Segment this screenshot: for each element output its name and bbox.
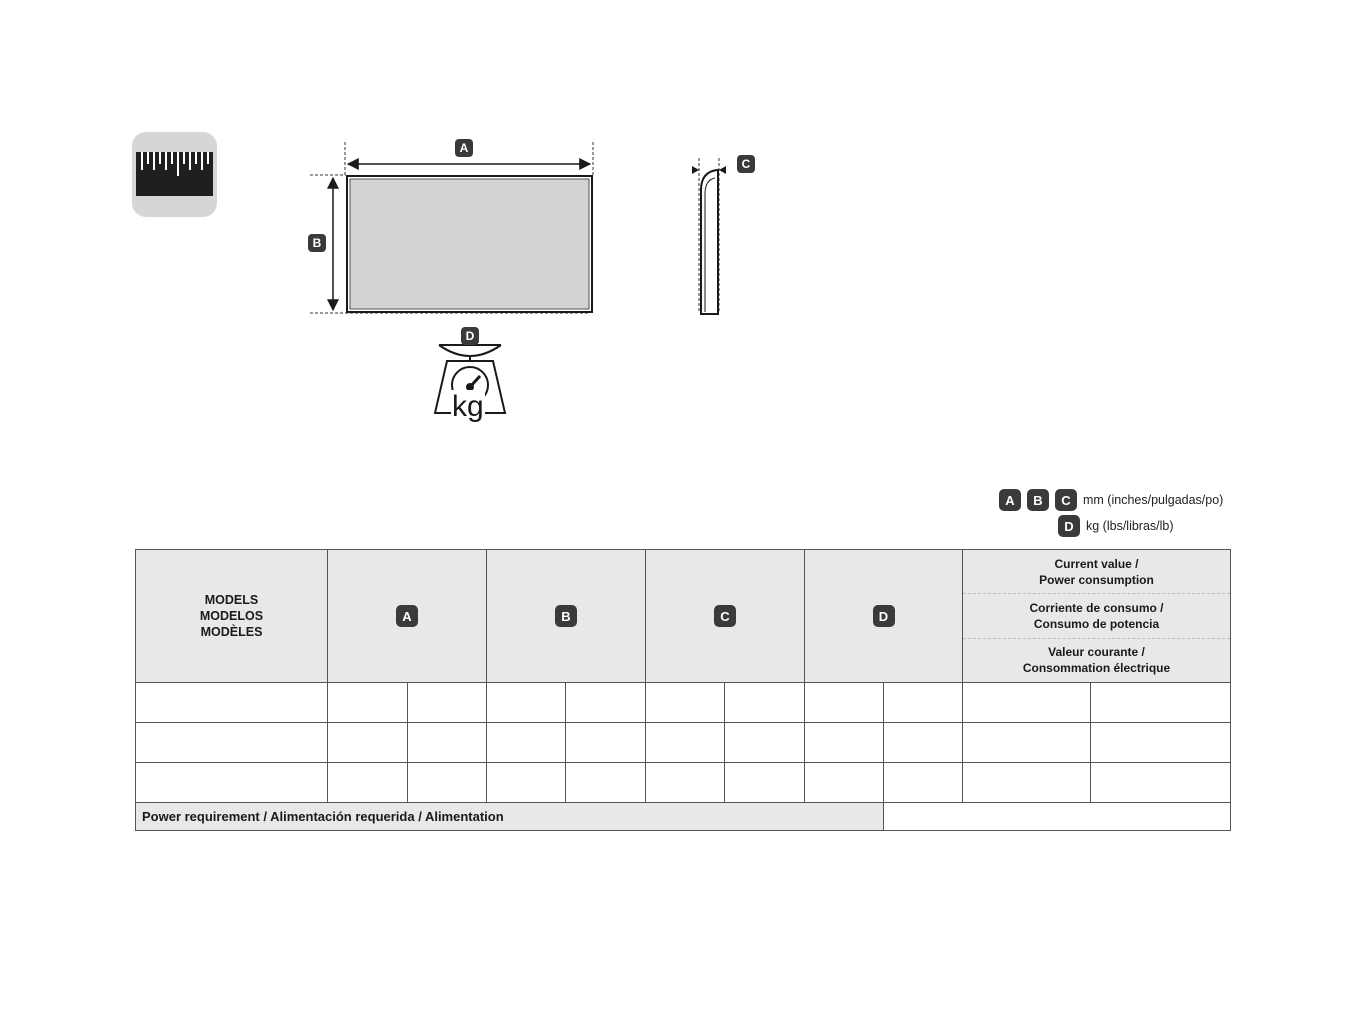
consumption-header-fr: Valeur courante / Consommation électrique [963, 638, 1230, 682]
dimension-c-badge: C [737, 155, 755, 173]
specifications-table [135, 549, 1231, 831]
model-cell[interactable] [136, 683, 328, 723]
value-cell[interactable] [1091, 763, 1231, 803]
value-cell[interactable] [566, 763, 646, 803]
ruler-icon [132, 132, 217, 217]
value-cell[interactable] [646, 683, 725, 723]
value-cell[interactable] [884, 683, 963, 723]
value-cell[interactable] [805, 763, 884, 803]
value-cell[interactable] [884, 763, 963, 803]
side-view-diagram [685, 150, 730, 320]
dimension-units-legend [999, 489, 1223, 511]
value-cell[interactable] [884, 723, 963, 763]
value-cell[interactable] [805, 683, 884, 723]
value-cell[interactable] [408, 683, 487, 723]
table-row [136, 723, 1231, 763]
value-cell[interactable] [328, 723, 408, 763]
legend-a-badge: A [999, 489, 1021, 511]
legend-d-badge: D [1058, 515, 1080, 537]
value-cell[interactable] [725, 763, 805, 803]
model-cell[interactable] [136, 763, 328, 803]
column-b-header [487, 550, 646, 683]
column-a-badge: A [396, 605, 418, 627]
model-cell[interactable] [136, 723, 328, 763]
consumption-header-en: Current value / Power consumption [1039, 556, 1154, 587]
value-cell[interactable] [487, 723, 566, 763]
column-b-badge: B [555, 605, 577, 627]
value-cell[interactable] [408, 723, 487, 763]
models-header [136, 550, 328, 683]
value-cell[interactable] [725, 723, 805, 763]
power-requirement-value[interactable] [884, 803, 1231, 831]
legend-b-badge: B [1027, 489, 1049, 511]
dimension-a-badge: A [455, 139, 473, 157]
value-cell[interactable] [725, 683, 805, 723]
consumption-header-es: Corriente de consumo / Consumo de potencia [963, 593, 1230, 637]
column-d-badge: D [873, 605, 895, 627]
dimension-b-badge: B [308, 234, 326, 252]
weight-units-legend [1058, 515, 1174, 537]
value-cell[interactable] [566, 723, 646, 763]
legend-c-badge: C [1055, 489, 1077, 511]
models-header-es: MODELOS [199, 609, 264, 623]
value-cell[interactable] [1091, 723, 1231, 763]
weight-d-badge: D [461, 327, 479, 345]
value-cell[interactable] [408, 763, 487, 803]
value-cell[interactable] [328, 683, 408, 723]
value-cell[interactable] [963, 723, 1091, 763]
front-view-diagram [300, 130, 610, 330]
value-cell[interactable] [328, 763, 408, 803]
value-cell[interactable] [963, 683, 1091, 723]
models-header-fr: MODÈLES [200, 625, 263, 639]
value-cell[interactable] [487, 683, 566, 723]
value-cell[interactable] [1091, 683, 1231, 723]
dimension-units-text: mm (inches/pulgadas/po) [1083, 493, 1224, 507]
table-row [136, 683, 1231, 723]
value-cell[interactable] [487, 763, 566, 803]
consumption-header [963, 550, 1231, 683]
column-c-header [646, 550, 805, 683]
models-header-en: MODELS [204, 593, 259, 607]
weight-unit-label: kg [452, 390, 484, 423]
value-cell[interactable] [646, 763, 725, 803]
value-cell[interactable] [963, 763, 1091, 803]
column-a-header [328, 550, 487, 683]
power-requirement-label: Power requirement / Alimentación requerida / Alimentation [136, 803, 884, 831]
weight-units-text: kg (lbs/libras/lb) [1086, 519, 1174, 533]
value-cell[interactable] [566, 683, 646, 723]
table-row [136, 763, 1231, 803]
column-c-badge: C [714, 605, 736, 627]
column-d-header [805, 550, 963, 683]
value-cell[interactable] [646, 723, 725, 763]
value-cell[interactable] [805, 723, 884, 763]
